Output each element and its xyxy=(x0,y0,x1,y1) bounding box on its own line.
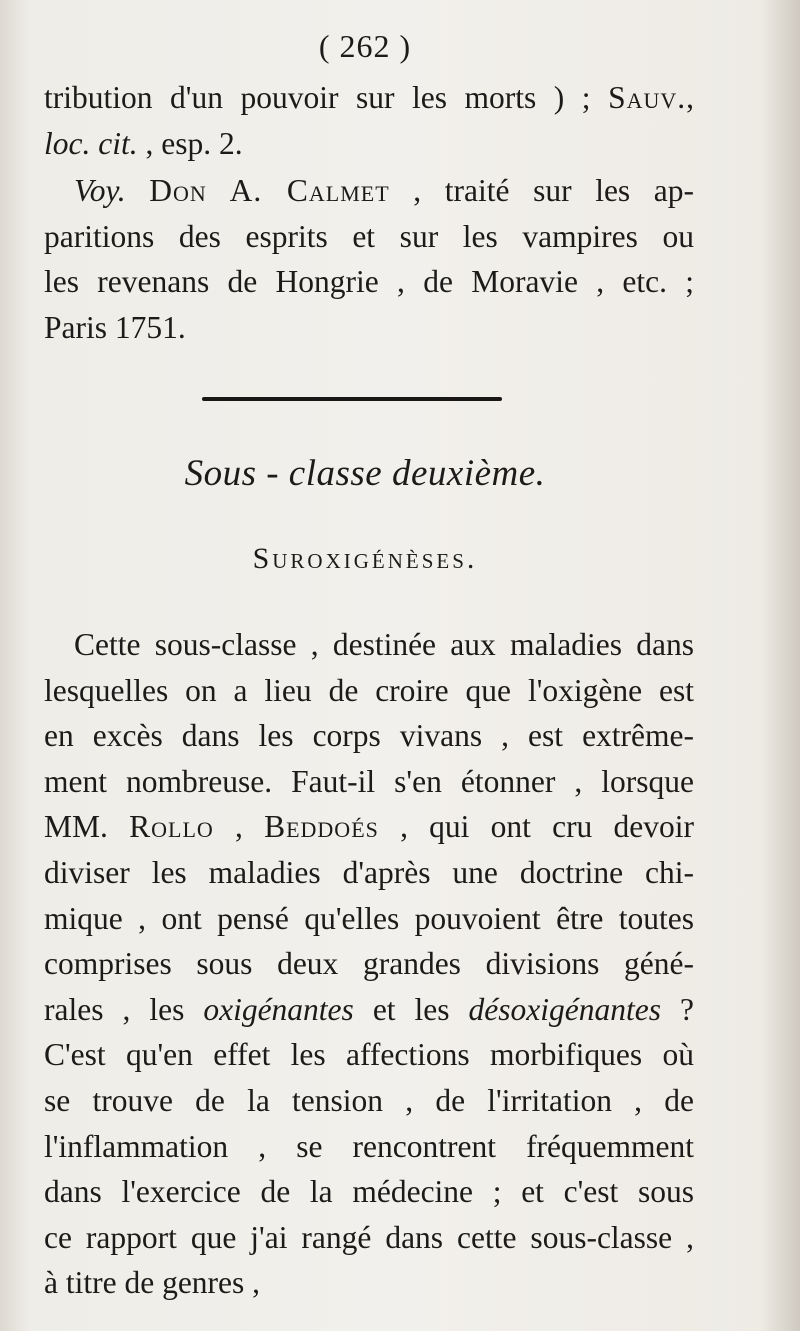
subclass-title: Sous - classe deuxième. xyxy=(184,453,546,494)
text-line: en excès dans les corps vivans , est extrême- xyxy=(44,718,694,754)
small-caps-text: Sauv. xyxy=(608,80,687,115)
text-line: rales , les oxigénantes et les désoxigénantes ? xyxy=(44,991,694,1027)
section-divider-rule xyxy=(202,397,502,401)
text-line: MM. Rollo , Beddoés , qui ont cru devoir xyxy=(44,809,694,845)
italic-text: Voy. xyxy=(74,173,126,208)
text-line: tribution d'un pouvoir sur les morts ) ; Sauv., xyxy=(44,80,694,115)
small-caps-text: Beddoés xyxy=(264,809,379,845)
text-line: paritions des esprits et sur les vampires ou xyxy=(44,218,694,254)
text-line: C'est qu'en effet les affections morbifiques où xyxy=(44,1037,694,1073)
body-paragraph xyxy=(44,622,694,1306)
text-line: comprises sous deux grandes divisions géné- xyxy=(44,946,694,982)
text-line: lesquelles on a lieu de croire que l'oxigène est xyxy=(44,672,694,708)
page-number: ( 262 ) xyxy=(318,28,412,64)
text-line: diviser les maladies d'après une doctrine chi- xyxy=(44,854,694,890)
section-heading: Suroxigénèses. xyxy=(252,542,478,575)
text-line: ce rapport que j'ai rangé dans cette sous-classe , xyxy=(44,1219,694,1255)
text-line: Voy. Don A. Calmet , traité sur les ap- xyxy=(74,173,695,208)
small-caps-text: Rollo xyxy=(129,809,214,845)
italic-text: désoxigénantes xyxy=(468,991,661,1027)
reference-paragraph xyxy=(44,168,694,350)
text-line: Cette sous-classe , destinée aux maladies dans xyxy=(74,627,694,662)
text-line: Paris 1751. xyxy=(44,309,186,345)
text-line: ment nombreuse. Faut-il s'en étonner , lorsque xyxy=(44,763,694,799)
text-line: l'inflammation , se rencontrent fréquemment xyxy=(44,1128,694,1164)
italic-text: oxigénantes xyxy=(203,991,354,1027)
text-line: dans l'exercice de la médecine ; et c'est sous xyxy=(44,1174,694,1210)
text-line: les revenans de Hongrie , de Moravie , etc. ; xyxy=(44,264,694,300)
text-line: se trouve de la tension , de l'irritation , de xyxy=(44,1082,694,1118)
text-line: mique , ont pensé qu'elles pouvoient être toutes xyxy=(44,900,694,936)
small-caps-text: Don A. Calmet xyxy=(149,173,390,208)
text-line: loc. cit. , esp. 2. xyxy=(44,125,243,161)
italic-text: loc. cit. xyxy=(44,125,138,161)
text-line: à titre de genres , xyxy=(44,1265,261,1301)
continuation-text xyxy=(44,75,694,166)
